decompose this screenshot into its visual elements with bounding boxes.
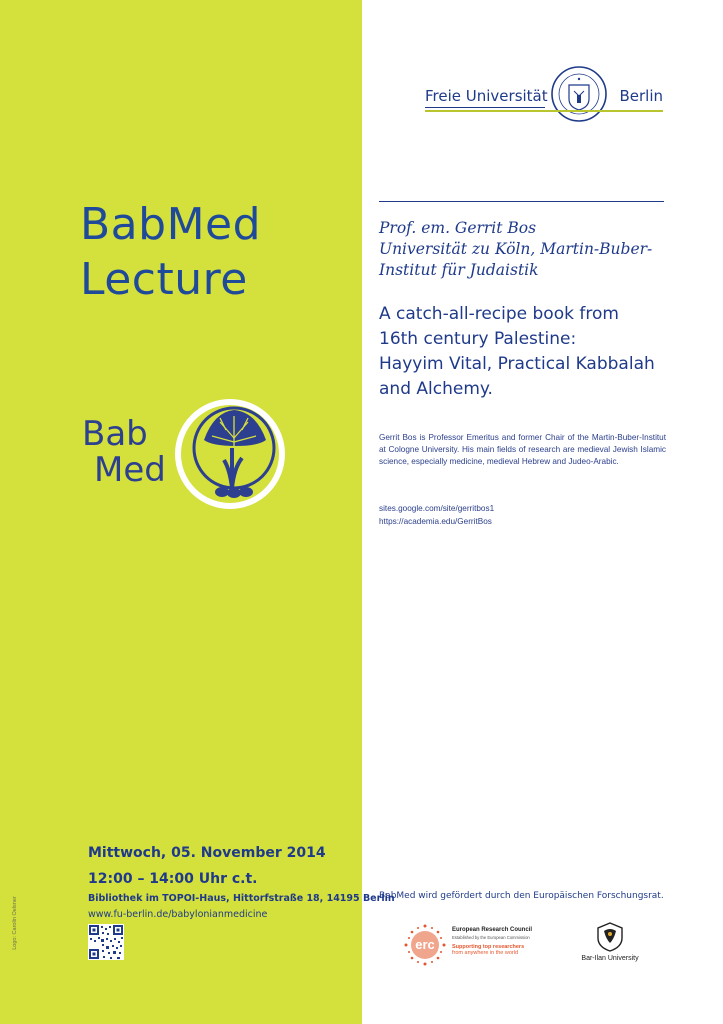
logo-credit: [11, 890, 28, 960]
qr-code-icon: [88, 924, 124, 960]
erc-abbr: erc: [415, 937, 435, 952]
erc-name: European Research Council: [452, 927, 533, 933]
babmed-logo: [82, 398, 282, 516]
logo-credit-text: Logo: Carolin Oelsner: [11, 896, 18, 950]
logo-text-med: Med: [94, 450, 166, 490]
talk-title: [379, 302, 679, 402]
lecture-title-line1: BabMed: [80, 199, 262, 250]
university-seal-icon: [550, 65, 608, 123]
erc-logo: [400, 923, 540, 967]
event-url[interactable]: www.fu-berlin.de/babylonianmedicine: [88, 909, 268, 920]
link-google-site[interactable]: sites.google.com/site/gerritbos1: [379, 504, 495, 513]
fu-berlin-logo: [425, 65, 663, 125]
erc-tagline2: from anywhere in the world: [452, 950, 519, 956]
speaker-bio: Gerrit Bos is Professor Emeritus and former Chair of the Martin-Buber-Institut at Cologne University. His main fields of research are medieval Jewish Islamic science, especially medicine, medieval Hebrew and Judeo-Arabic.: [379, 433, 666, 467]
event-venue: Bibliothek im TOPOI-Haus, Hittorfstraße 18, 14195 Berlin: [88, 893, 395, 904]
logo-text-bab: Bab: [82, 414, 148, 454]
talk-title-line1: A catch-all-recipe book from: [379, 304, 619, 324]
speaker-name: Prof. em. Gerrit Bos: [379, 219, 537, 237]
speaker-affiliation-line1: Universität zu Köln, Martin-Buber-: [379, 240, 653, 258]
university-name-left: Freie Universität: [425, 87, 548, 105]
logo-rule-lime: [425, 110, 663, 112]
tree-icon: [174, 398, 286, 516]
event-details: [88, 845, 395, 920]
lecture-title-line2: Lecture: [80, 254, 248, 305]
speaker-links: [379, 502, 494, 528]
erc-text-block: [452, 927, 532, 956]
event-time: 12:00 – 14:00 Uhr c.t.: [88, 871, 258, 887]
bar-ilan-name: Bar-Ilan University: [581, 955, 639, 962]
talk-title-line4: and Alchemy.: [379, 379, 493, 399]
lecture-title: [80, 197, 261, 307]
talk-title-line3: Hayyim Vital, Practical Kabbalah: [379, 354, 655, 374]
erc-tagline1: Supporting top researchers: [452, 944, 525, 950]
bar-ilan-logo: [580, 922, 640, 968]
erc-subtitle: Established by the European Commission: [452, 935, 530, 940]
event-date: Mittwoch, 05. November 2014: [88, 845, 326, 861]
erc-burst-icon: [400, 923, 450, 967]
bar-ilan-emblem-icon: [596, 922, 624, 952]
talk-title-line2: 16th century Palestine:: [379, 329, 577, 349]
speaker-block: [379, 218, 679, 281]
header-divider: [379, 201, 664, 202]
logo-rule-blue: [425, 107, 545, 108]
funding-note: BabMed wird gefördert durch den Europäischen Forschungsrat.: [379, 891, 664, 901]
speaker-affiliation-line2: Institut für Judaistik: [379, 261, 539, 279]
link-academia[interactable]: https://academia.edu/GerritBos: [379, 517, 492, 526]
university-name-right: Berlin: [619, 87, 663, 105]
